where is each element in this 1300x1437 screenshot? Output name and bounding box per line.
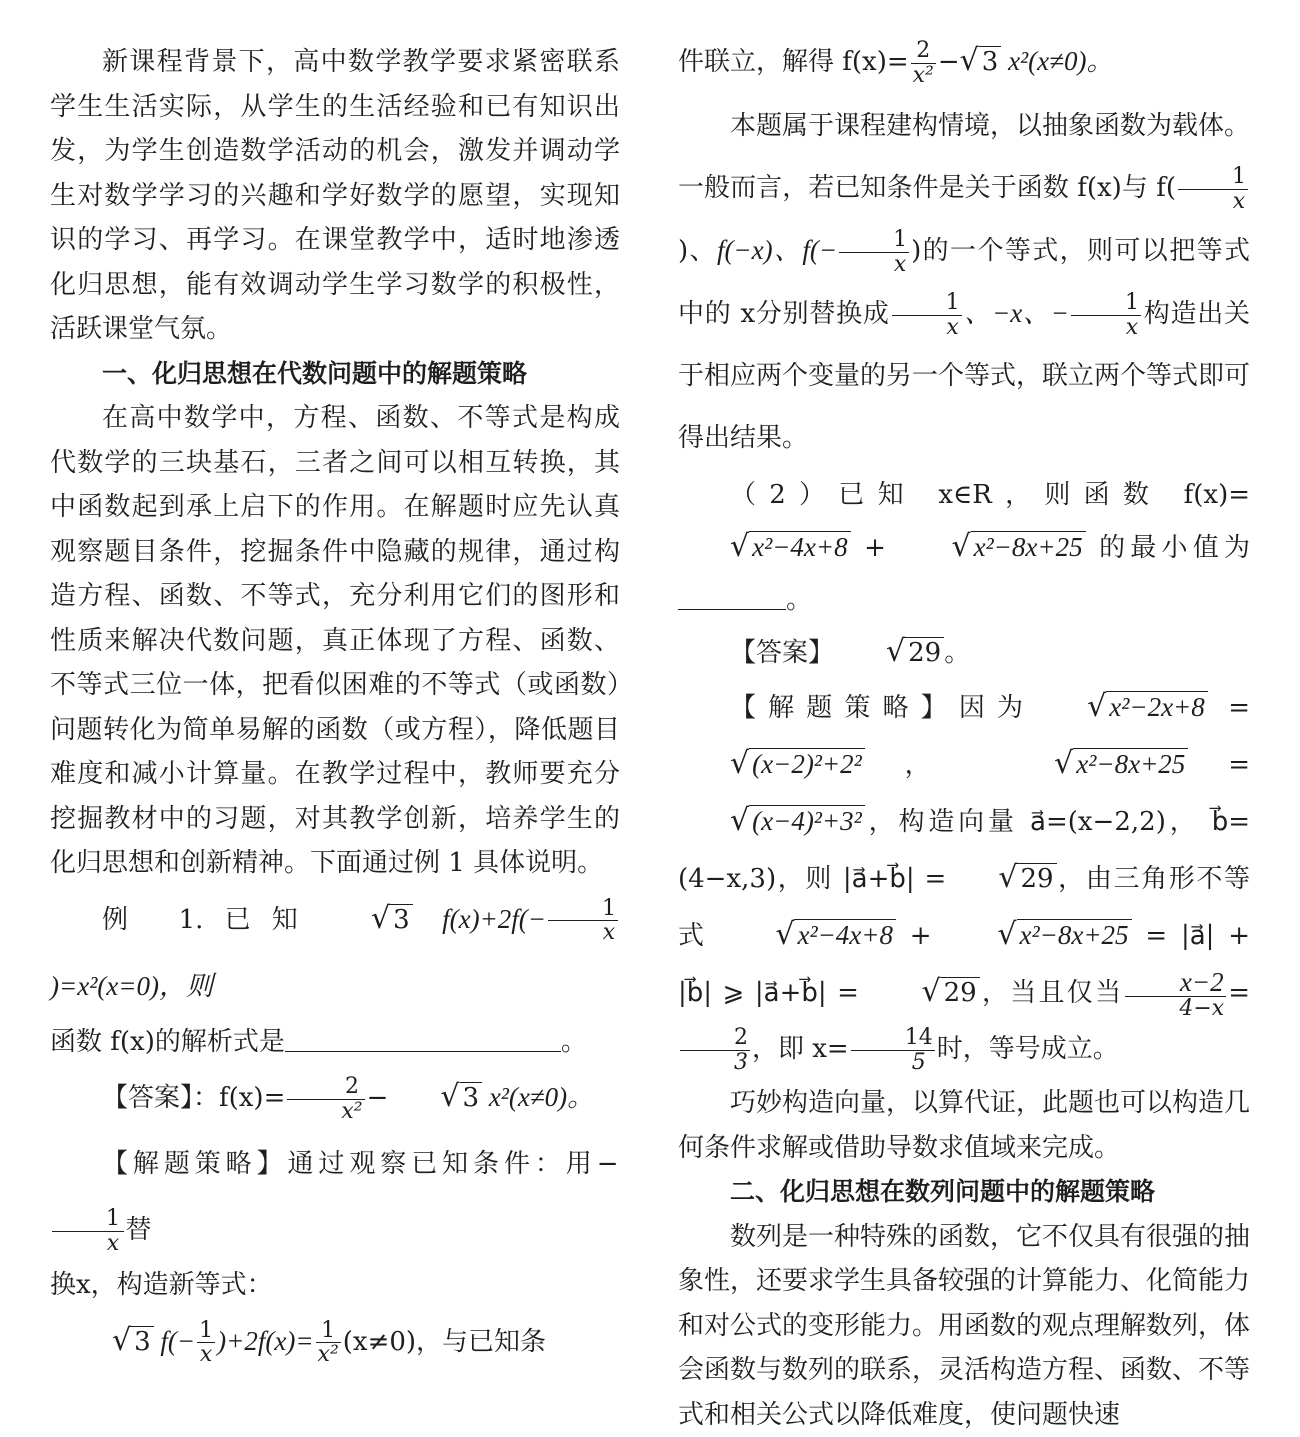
sqrt-expr: √ (x−4)²+3² bbox=[678, 793, 865, 850]
right-column bbox=[678, 40, 1250, 1437]
fraction-1-over-x: $\frac{1}{x}$ bbox=[197, 1319, 215, 1366]
example-1-expr-tail: )=x²(x=0)，则 bbox=[50, 971, 213, 1001]
fraction-x-2-over-4-x: $\frac{x-2}{4-x}$ bbox=[1125, 968, 1226, 1020]
fraction-1-over-x: $\frac{1}{x}$ bbox=[1178, 165, 1248, 212]
fraction-14-over-5: $\frac{14}{5}$ bbox=[851, 1026, 935, 1073]
answer-2: 【答案】 √ 29 。 bbox=[678, 626, 1250, 679]
equation-1: √ 3 f(− $\frac{1}{x}$ )+2f(x)= $\frac{1}{\text{x²}}$ (x≠0)，与已知条 bbox=[50, 1308, 620, 1375]
fraction-1-over-x: $\frac{1}{x}$ bbox=[839, 228, 909, 275]
sqrt-3: √ 3 bbox=[388, 1064, 482, 1131]
strategy-1-lead: 【解题策略】通过观察已知条件：用− bbox=[102, 1149, 620, 1179]
strategy-2: 【解题策略】因为 √ x²−2x+8 =√ (x−2)²+2² ， √ x²−8x+25 =√ (x−4)²+3² ，构造向量 a⃗=(x−2,2)， b⃗=(4−x,3)，则 |a⃗+b⃗| = √ 29 ，由三角形不等式 √ x²−4x+8 + √ x²−8x+25 = |a⃗| + |b⃗| ⩾ |a⃗+b⃗| = √ 29 ，当且仅当 $\frac{x-2}{4-x}$ = $\frac{2}{3}$ ，即 x= $\frac{14}{5}$ 时，等号成立。 bbox=[678, 679, 1250, 1077]
solution-1-result: 件联立，解得 f(x)= $\frac{2}{\text{x²}}$ −√ 3 x²(x≠0)。 bbox=[678, 28, 1250, 95]
context-paragraph: 本题属于课程建构情境，以抽象函数为载体。一般而言，若已知条件是关于函数 f(x)与 f( $\frac{1}{x}$ )、f(−x)、f(− $\frac{1}{x}$ )的一个等式，则可以把等式中的 x分别替换成 $\frac{1}{x}$ 、−x、− $\frac{1}{x}$ 构造出关于相应两个变量的另一个等式，联立两个等式即可得出结果。 bbox=[678, 95, 1250, 469]
intro-paragraph: 新课程背景下，高中数学教学要求紧密联系学生生活实际，从学生的生活经验和已有知识出发，为学生创造数学活动的机会，激发并调动学生对数学学习的兴趣和学好数学的愿望，实现知识的学习、再学习。在课堂教学中，适时地渗透化归思想，能有效调动学生学习数学的积极性，活跃课堂气氛。 bbox=[50, 40, 620, 352]
fraction-2-over-3: $\frac{2}{3}$ bbox=[680, 1026, 750, 1073]
answer-blank-2 bbox=[678, 609, 786, 610]
left-column bbox=[50, 40, 620, 1375]
remark-paragraph: 巧妙构造向量，以算代证，此题也可以构造几何条件求解或借助导数求值域来完成。 bbox=[678, 1081, 1250, 1170]
example-1 bbox=[50, 886, 620, 1020]
section-heading-algebra: 一、化归思想在代数问题中的解题策略 bbox=[50, 352, 620, 397]
sqrt-expr: √ x²−8x+25 bbox=[899, 521, 1085, 574]
fraction-1-over-x: $\frac{1}{x}$ bbox=[1071, 291, 1141, 338]
section-heading-sequence: 二、化归思想在数列问题中的解题策略 bbox=[678, 1170, 1250, 1215]
fraction-1-over-x: $\frac{1}{x}$ bbox=[52, 1207, 124, 1254]
fraction-1-over-x: $\frac{1}{x}$ bbox=[892, 291, 962, 338]
example-1-expr: f(x)+2f(− bbox=[442, 904, 546, 934]
sqrt-expr: √ x²−2x+8 bbox=[1035, 679, 1208, 736]
fraction-1-over-x: $\frac{1}{x}$ bbox=[548, 897, 618, 944]
sqrt-expr: √ x²−4x+8 bbox=[678, 521, 851, 574]
sqrt-expr: √ x²−8x+25 bbox=[945, 907, 1131, 964]
strategy-1: 【解题策略】通过观察已知条件：用− $\frac{1}{x}$ 替 bbox=[50, 1131, 620, 1263]
sequence-paragraph: 数列是一种特殊的函数，它不仅具有很强的抽象性，还要求学生具备较强的计算能力、化简能力和对公式的变形能力。用函数的观点理解数列，体会函数与数列的联系，灵活构造方程、函数、不等式和相关公式以降低难度，使问题快速 bbox=[678, 1215, 1250, 1437]
answer-1: 【答案】：f(x)= $\frac{2}{\text{x²}}$ − √ 3 x²(x≠0)。 bbox=[50, 1064, 620, 1131]
sqrt-29: √ 29 bbox=[834, 626, 944, 679]
answer-blank-1 bbox=[285, 1051, 561, 1052]
example-1-lead: 例 1.已知 bbox=[102, 905, 319, 935]
strategy-1-line2: 换x，构造新等式： bbox=[50, 1263, 620, 1308]
fraction-2-over-x2: $\frac{2}{\text{x²}}$ bbox=[287, 1075, 364, 1122]
fraction-1-over-x2: $\frac{1}{\text{x²}}$ bbox=[316, 1319, 341, 1366]
sqrt-expr: √ (x−2)²+2² bbox=[678, 736, 865, 793]
sqrt-3: √ 3 bbox=[960, 28, 1002, 95]
answer-1-lead: 【答案】：f(x)= bbox=[102, 1083, 285, 1113]
sqrt-expr: √ x²−8x+25 bbox=[1002, 736, 1188, 793]
sqrt-29: √ 29 bbox=[946, 850, 1056, 907]
sqrt-3: √ 3 bbox=[319, 886, 413, 953]
example-1-question: 函数 f(x)的解析式是 。 bbox=[50, 1020, 620, 1065]
algebra-paragraph: 在高中数学中，方程、函数、不等式是构成代数学的三块基石，三者之间可以相互转换，其中函数起到承上启下的作用。在解题时应先认真观察题目条件，挖掘条件中隐藏的规律，通过构造方程、函数、不等式，充分利用它们的图形和性质来解决代数问题，真正体现了方程、函数、不等式三位一体，把看似困难的不等式（或函数）问题转化为简单易解的函数（或方程），降低题目难度和减小计算量。在教学过程中，教师要充分挖掘教材中的习题，对其教学创新，培养学生的化归思想和创新精神。下面通过例 1 具体说明。 bbox=[50, 396, 620, 886]
question-2: （2）已知 x∈R，则函数 f(x)=√ x²−4x+8 + √ x²−8x+25 的最小值为。 bbox=[678, 469, 1250, 626]
sqrt-expr: √ x²−4x+8 bbox=[723, 907, 896, 964]
sqrt-29: √ 29 bbox=[870, 964, 980, 1021]
sqrt-3: √ 3 bbox=[112, 1308, 154, 1375]
example-1-question-text: 函数 f(x)的解析式是 bbox=[50, 1027, 285, 1057]
fraction-2-over-x2: $\frac{2}{\text{x²}}$ bbox=[911, 39, 936, 86]
